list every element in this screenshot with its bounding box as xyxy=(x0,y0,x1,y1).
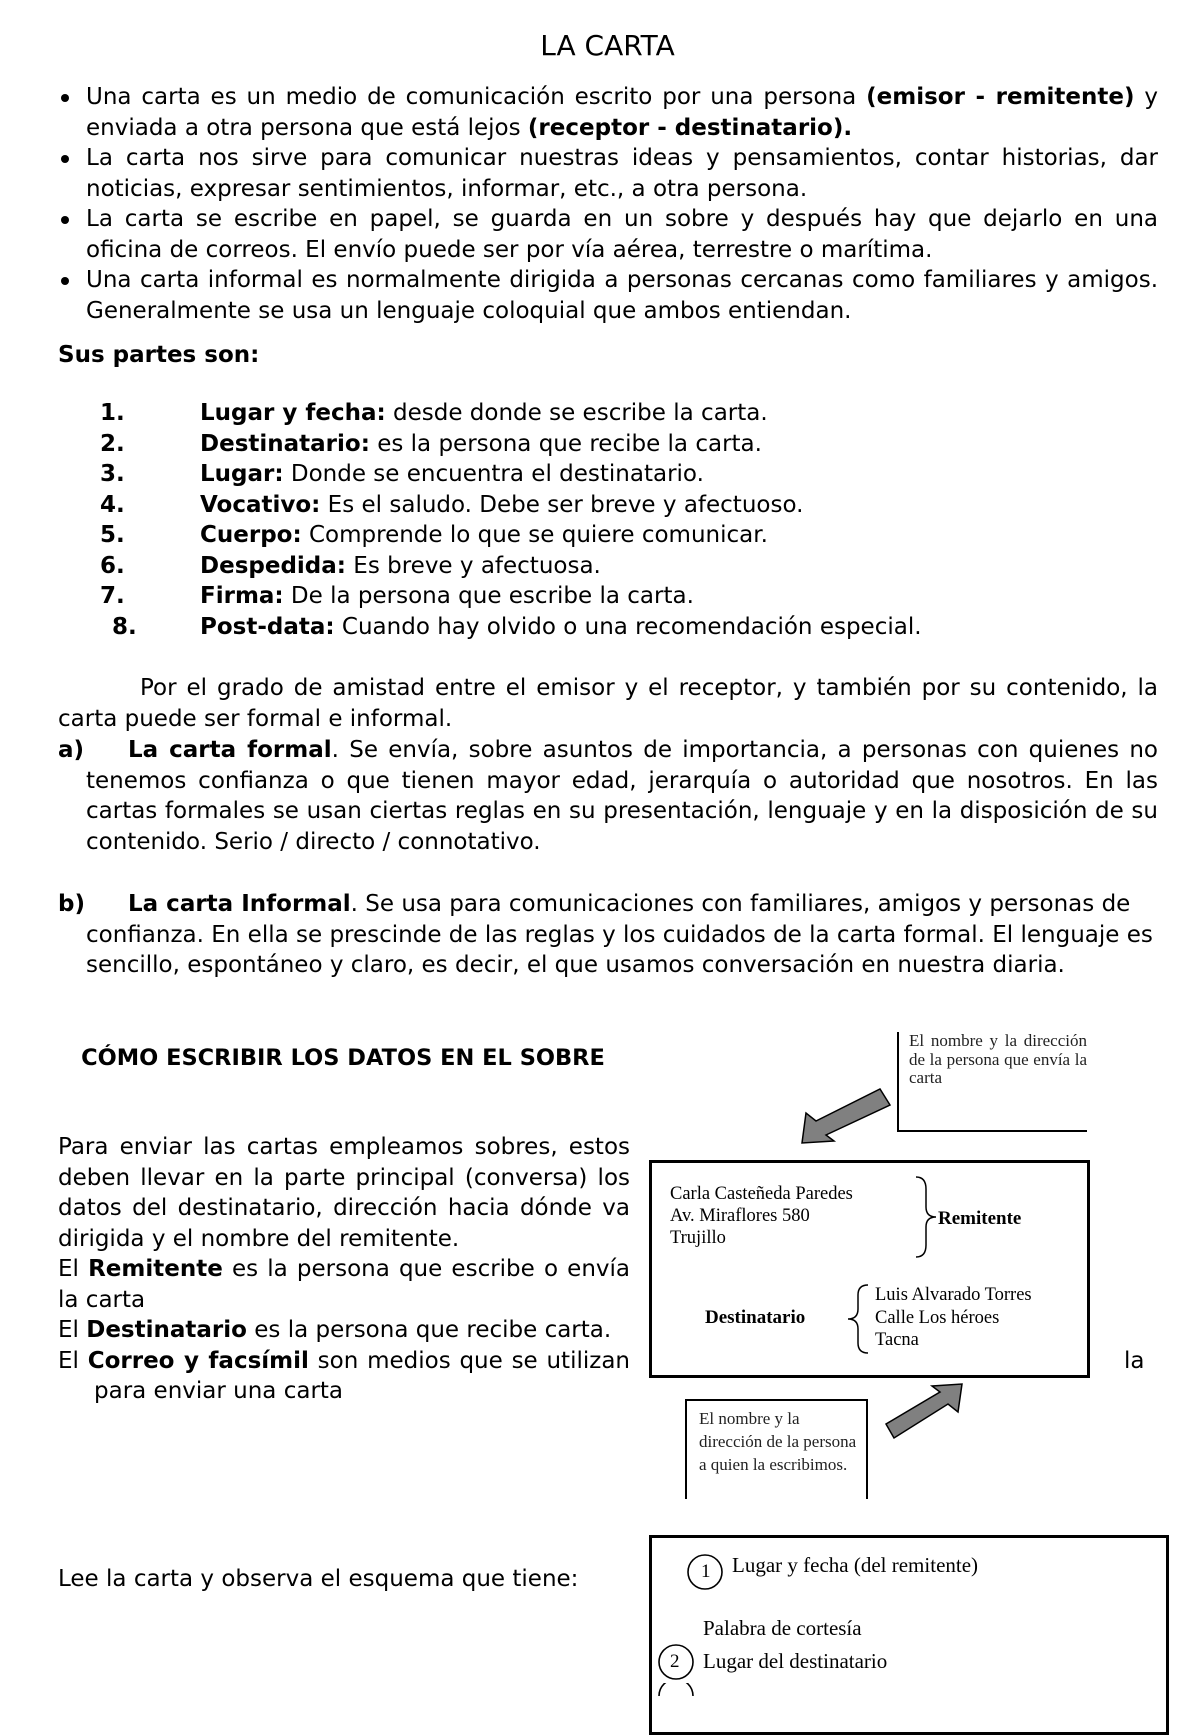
recipient-note-box: El nombre y la dirección de la persona a quien la escribimos. xyxy=(685,1399,868,1499)
parte-item: 4. Vocativo: Es el saludo. Debe ser breve y afectuoso. xyxy=(100,491,804,518)
recipient-address: Luis Alvarado Torres Calle Los héroes Tacna xyxy=(875,1285,1032,1350)
remitente-label: Remitente xyxy=(938,1208,1022,1229)
item-letter: b) xyxy=(58,891,85,917)
bullet-item: La carta se escribe en papel, se guarda en un sobre y después hay que dejarlo en una oficina de correos. El envío puede ser por vía aérea, terrestre o marítima. xyxy=(58,204,1158,265)
partes-list xyxy=(58,398,1158,642)
bold-receptor: (receptor - destinatario). xyxy=(527,114,853,141)
carta-formal-term: La carta formal xyxy=(128,737,332,763)
lee-instruction: Lee la carta y observa el esquema que tiene: xyxy=(58,1566,579,1592)
partes-heading: Sus partes son: xyxy=(58,342,260,368)
right-brace-icon xyxy=(914,1175,938,1260)
scheme-line: Palabra de cortesía xyxy=(703,1616,862,1640)
left-brace-icon xyxy=(846,1283,870,1355)
parte-item: 2. Destinatario: es la persona que recibe la carta. xyxy=(100,430,762,457)
intro-bullet-list xyxy=(58,82,1158,326)
circle-number-icon xyxy=(656,1683,696,1696)
bullet-item: La carta nos sirve para comunicar nuestras ideas y pensamientos, contar historias, dar noticias, expresar sentimientos, informar, etc., a otra persona. xyxy=(58,143,1158,204)
carta-informal-term: La carta Informal xyxy=(128,891,351,917)
arrow-from-note-icon xyxy=(884,1382,964,1442)
bold-emisor: (emisor - remitente) xyxy=(866,84,1135,110)
item-letter: a) xyxy=(58,737,85,763)
parte-item: 8. Post-data: Cuando hay olvido o una recomendación especial. xyxy=(112,613,922,640)
parte-item: 6. Despedida: Es breve y afectuosa. xyxy=(100,552,601,579)
sobre-paragraph: Para enviar las cartas empleamos sobres, estos deben llevar en la parte principal (conversa) los datos del destinatario, dirección hacia dónde va dirigida y el nombre del remitente. xyxy=(58,1134,630,1252)
scheme-number: 1 xyxy=(701,1561,711,1582)
sender-address: Carla Casteñeda Paredes Av. Miraflores 580 Trujillo xyxy=(670,1184,853,1248)
grado-paragraph: Por el grado de amistad entre el emisor y el receptor, y también por su contenido, la carta puede ser formal e informal. xyxy=(58,675,1158,732)
arrow-to-envelope-icon xyxy=(800,1085,900,1145)
bullet-item: Una carta informal es normalmente dirigida a personas cercanas como familiares y amigos. Generalmente se usa un lenguaje coloquial que ambos entiendan. xyxy=(58,265,1158,326)
parte-item: 3. Lugar: Donde se encuentra el destinatario. xyxy=(100,461,704,487)
sender-note-box: El nombre y la dirección de la persona que envía la carta xyxy=(897,1032,1087,1132)
sobre-heading: CÓMO ESCRIBIR LOS DATOS EN EL SOBRE xyxy=(81,1045,605,1071)
parte-item: 5. Cuerpo: Comprende lo que se quiere comunicar. xyxy=(100,522,768,548)
stray-la-word: la xyxy=(1124,1348,1145,1374)
parte-item: 7. Firma: De la persona que escribe la carta. xyxy=(100,583,694,609)
carta-formal-item: a) La carta formal. Se envía, sobre asuntos de importancia, a personas con quienes no tenemos confianza o que tienen mayor edad, jerarquía o autoridad que nosotros. En las cartas formales se usan ciertas reglas en su presentación, lenguaje y en la disposición de su contenido. Serio / directo / connotativo. xyxy=(58,737,1158,855)
carta-informal-item: b) La carta Informal. Se usa para comunicaciones con familiares, amigos y personas de confianza. En ella se prescinde de las reglas y los cuidados de la carta formal. El lenguaje es sencillo, espontáneo y claro, es decir, el que usamos conversación en nuestra diaria. xyxy=(58,891,1153,978)
scheme-number: 2 xyxy=(670,1651,680,1672)
destinatario-label: Destinatario xyxy=(705,1307,806,1328)
remitente-definition: El Remitente es la persona que escribe o envía la carta xyxy=(58,1256,631,1313)
bullet-item: Una carta es un medio de comunicación escrito por una persona (emisor - remitente) y enviada a otra persona que está lejos (receptor - destinatario). xyxy=(58,82,1158,143)
sobre-text xyxy=(58,1132,630,1407)
scheme-line: Lugar y fecha (del remitente) xyxy=(732,1553,979,1577)
parte-item: 1. Lugar y fecha: desde donde se escribe la carta. xyxy=(100,400,768,426)
page-title: LA CARTA xyxy=(540,29,675,62)
destinatario-definition: El Destinatario es la persona que recibe carta. xyxy=(58,1317,612,1343)
scheme-line: Lugar del destinatario xyxy=(703,1649,888,1673)
correo-definition: El Correo y facsímil son medios que se utilizan para enviar una carta xyxy=(58,1347,630,1404)
